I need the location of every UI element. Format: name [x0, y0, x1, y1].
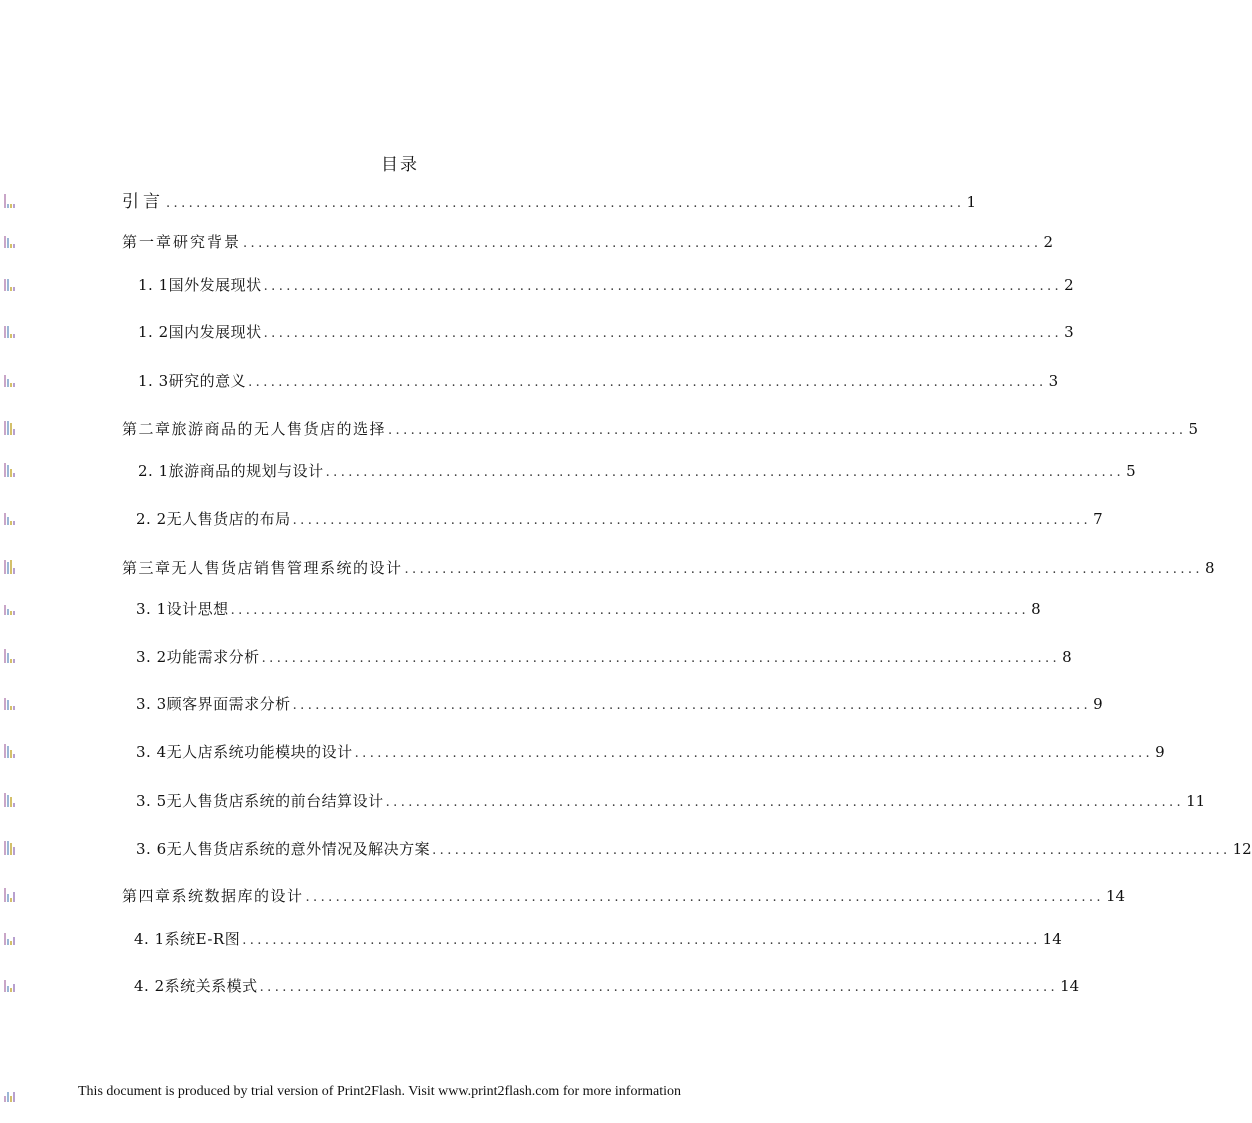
bookmark-marker-icon: [4, 1088, 22, 1102]
bookmark-marker-icon: [4, 511, 22, 525]
toc-label: 3. 5无人售货店系统的前台结算设计: [136, 792, 384, 810]
toc-label: 1. 2国内发展现状: [138, 323, 262, 341]
toc-row[interactable]: [0, 190, 976, 214]
toc-row[interactable]: [0, 320, 1074, 344]
bookmark-marker-icon: [4, 793, 22, 807]
bookmark-marker-icon: [4, 888, 22, 902]
toc-label: 3. 4无人店系统功能模块的设计: [136, 743, 353, 761]
toc-page-number: 8: [1204, 559, 1215, 577]
toc-entry[interactable]: [122, 556, 1215, 580]
toc-row[interactable]: [0, 507, 1103, 531]
toc-label: 2. 2无人售货店的布局: [136, 510, 291, 528]
toc-leader-dots: ..........................................................................................................: [354, 746, 1154, 761]
toc-leader-dots: ..........................................................................................................: [388, 423, 1187, 438]
toc-label: 第四章系统数据库的设计: [122, 887, 304, 905]
toc-page-number: 14: [1105, 887, 1126, 905]
toc-row[interactable]: [0, 789, 1206, 813]
toc-entry[interactable]: [138, 369, 1059, 393]
toc-row[interactable]: [0, 230, 1053, 254]
toc-entry[interactable]: [136, 837, 1252, 861]
toc-label: 4. 1系统E-R图: [134, 930, 241, 948]
toc-entry[interactable]: [138, 273, 1074, 297]
toc-leader-dots: ..........................................................................................................: [261, 651, 1061, 666]
toc-label: 4. 2系统关系模式: [134, 977, 258, 995]
bookmark-marker-icon: [4, 601, 22, 615]
toc-entry[interactable]: [138, 459, 1136, 483]
bookmark-marker-icon: [4, 931, 22, 945]
trial-watermark-footer: [0, 1082, 794, 1104]
bookmark-marker-icon: [4, 841, 22, 855]
toc-row[interactable]: [0, 974, 1080, 998]
toc-leader-dots: ..........................................................................................................: [263, 326, 1063, 341]
toc-leader-dots: ..........................................................................................................: [385, 795, 1185, 810]
toc-leader-dots: ..........................................................................................................: [432, 843, 1231, 858]
toc-entry[interactable]: [134, 974, 1080, 998]
toc-leader-dots: ..........................................................................................................: [325, 465, 1125, 480]
toc-row[interactable]: [0, 645, 1072, 669]
bookmark-marker-icon: [4, 234, 22, 248]
toc-entry[interactable]: [134, 927, 1062, 951]
toc-row[interactable]: [0, 459, 1136, 483]
toc-leader-dots: ..........................................................................................................: [166, 196, 965, 211]
toc-entry[interactable]: [138, 320, 1074, 344]
toc-page-number: 5: [1126, 462, 1136, 480]
toc-label: 1. 1国外发展现状: [138, 276, 262, 294]
toc-page-number: 7: [1093, 510, 1103, 528]
bookmark-marker-icon: [4, 421, 22, 435]
bookmark-marker-icon: [4, 744, 22, 758]
toc-row[interactable]: [0, 692, 1103, 716]
bookmark-marker-icon: [4, 194, 22, 208]
toc-label: 引言: [122, 192, 164, 212]
toc-row[interactable]: [0, 740, 1165, 764]
toc-leader-dots: ..........................................................................................................: [248, 375, 1047, 390]
toc-label: 3. 1设计思想: [136, 600, 229, 618]
toc-label: 3. 2功能需求分析: [136, 648, 260, 666]
toc-page-number: 2: [1043, 233, 1053, 251]
toc-page-number: 9: [1155, 743, 1165, 761]
toc-page-number: 8: [1031, 600, 1041, 618]
toc-row[interactable]: [0, 927, 1062, 951]
toc-leader-dots: ..........................................................................................................: [292, 513, 1092, 528]
toc-row[interactable]: [0, 556, 1215, 580]
toc-entry[interactable]: [122, 230, 1053, 254]
toc-entry[interactable]: [122, 190, 976, 214]
toc-page-number: 8: [1062, 648, 1072, 666]
toc-label: 第二章旅游商品的无人售货店的选择: [122, 420, 387, 438]
bookmark-marker-icon: [4, 560, 22, 574]
bookmark-marker-icon: [4, 696, 22, 710]
toc-row[interactable]: [0, 837, 1252, 861]
toc-page-number: 11: [1186, 792, 1206, 810]
toc-page-number: 14: [1060, 977, 1080, 995]
toc-leader-dots: ..........................................................................................................: [242, 933, 1041, 948]
toc-entry[interactable]: [136, 789, 1206, 813]
toc-page-number: 2: [1064, 276, 1074, 294]
toc-row[interactable]: [0, 273, 1074, 297]
bookmark-marker-icon: [4, 277, 22, 291]
toc-leader-dots: ..........................................................................................................: [230, 603, 1030, 618]
toc-page-number: 5: [1188, 420, 1198, 438]
toc-leader-dots: ..........................................................................................................: [305, 890, 1104, 905]
toc-leader-dots: ..........................................................................................................: [259, 980, 1059, 995]
bookmark-marker-icon: [4, 463, 22, 477]
toc-entry[interactable]: [122, 884, 1126, 908]
toc-page-number: 12: [1232, 840, 1252, 858]
toc-entry[interactable]: [122, 417, 1198, 441]
toc-entry[interactable]: [136, 740, 1165, 764]
toc-page-number: 14: [1042, 930, 1062, 948]
page-title: 目录: [381, 155, 419, 175]
toc-label: 2. 1旅游商品的规划与设计: [138, 462, 324, 480]
toc-leader-dots: ..........................................................................................................: [292, 698, 1092, 713]
toc-page-number: 9: [1093, 695, 1103, 713]
bookmark-marker-icon: [4, 324, 22, 338]
bookmark-marker-icon: [4, 373, 22, 387]
toc-entry[interactable]: [136, 507, 1103, 531]
toc-page-number: 3: [1048, 372, 1059, 390]
toc-page-number: 1: [966, 193, 976, 211]
bookmark-marker-icon: [4, 978, 22, 992]
bookmark-marker-icon: [4, 649, 22, 663]
toc-leader-dots: ..........................................................................................................: [243, 236, 1042, 251]
toc-row[interactable]: [0, 417, 1198, 441]
toc-entry[interactable]: [136, 692, 1103, 716]
toc-row[interactable]: [0, 369, 1059, 393]
footer-text: This document is produced by trial version of Print2Flash. Visit www.print2flash.com for more information: [78, 1084, 682, 1099]
toc-label: 1. 3研究的意义: [138, 372, 247, 390]
toc-label: 第一章研究背景: [122, 233, 242, 251]
toc-label: 第三章无人售货店销售管理系统的设计: [122, 559, 403, 577]
toc-page-number: 3: [1064, 323, 1074, 341]
toc-row[interactable]: [0, 884, 1126, 908]
toc-entry[interactable]: [136, 597, 1041, 621]
toc-label: 3. 3顾客界面需求分析: [136, 695, 291, 713]
toc-leader-dots: ..........................................................................................................: [404, 562, 1203, 577]
toc-leader-dots: ..........................................................................................................: [263, 279, 1063, 294]
toc-row[interactable]: [0, 597, 1041, 621]
toc-label: 3. 6无人售货店系统的意外情况及解决方案: [136, 840, 431, 858]
toc-entry[interactable]: [136, 645, 1072, 669]
